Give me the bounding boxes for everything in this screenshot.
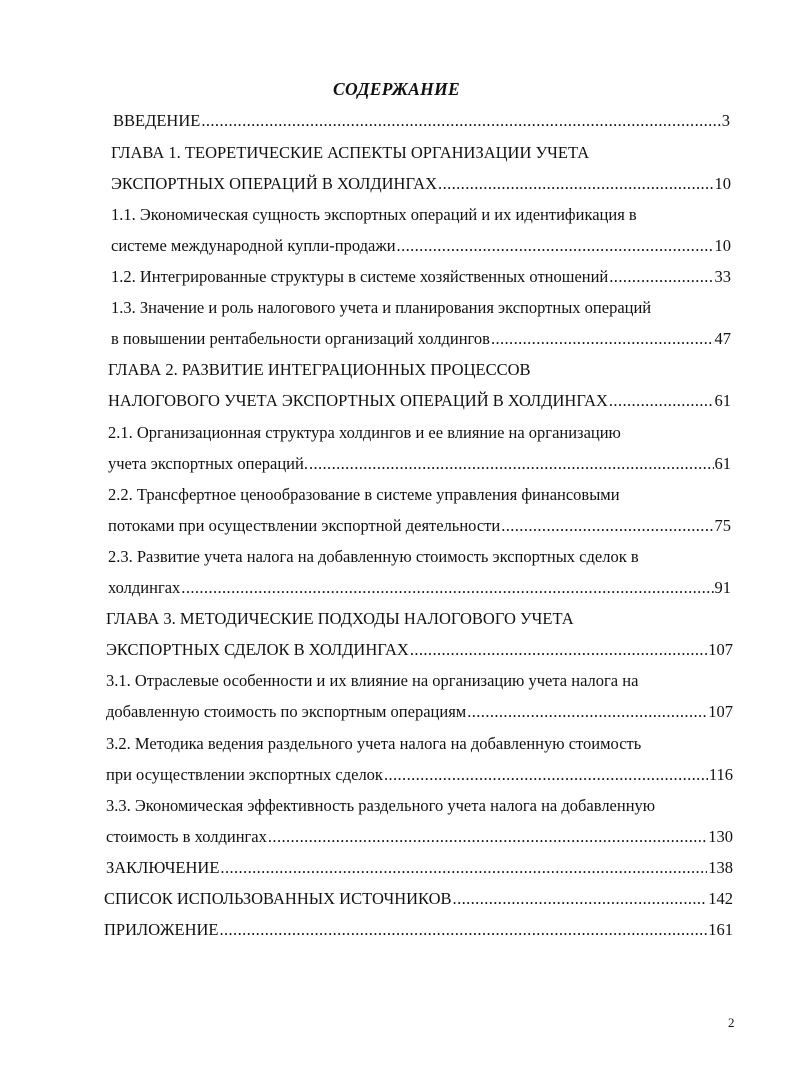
- toc-entry-chapter2-line2: НАЛОГОВОГО УЧЕТА ЭКСПОРТНЫХ ОПЕРАЦИЙ В ХОЛДИНГАХ ..... 61: [108, 391, 731, 411]
- toc-entry-sources: СПИСОК ИСПОЛЬЗОВАННЫХ ИСТОЧНИКОВ ..... 142: [104, 889, 733, 909]
- toc-entry-section-1-2: 1.2. Интегрированные структуры в системе хозяйственных отношений ..... 33: [111, 267, 731, 287]
- toc-entry-introduction: ВВЕДЕНИЕ ..... 3: [113, 111, 730, 131]
- toc-entry-chapter1-line1: ГЛАВА 1. ТЕОРЕТИЧЕСКИЕ АСПЕКТЫ ОРГАНИЗАЦИИ УЧЕТА: [111, 143, 590, 162]
- toc-entry-section-2-3-line2: холдингах ..... 91: [108, 578, 731, 598]
- toc-entry-section-2-3-line1: 2.3. Развитие учета налога на добавленную стоимость экспортных сделок в: [108, 547, 639, 566]
- toc-entry-section-3-1-line2: добавленную стоимость по экспортным операциям ..... 107: [106, 702, 733, 722]
- toc-entry-section-3-2-line2: при осуществлении экспортных сделок ..... 116: [106, 765, 733, 785]
- toc-entry-section-1-1-line2: системе международной купли-продажи ..... 10: [111, 236, 731, 256]
- toc-entry-chapter3-line2: ЭКСПОРТНЫХ СДЕЛОК В ХОЛДИНГАХ ..... 107: [106, 640, 733, 660]
- toc-entry-appendix: ПРИЛОЖЕНИЕ ..... 161: [104, 920, 733, 940]
- toc-entry-section-1-3-line2: в повышении рентабельности организаций холдингов ..... 47: [111, 329, 731, 349]
- toc-entry-section-3-3-line1: 3.3. Экономическая эффективность раздельного учета налога на добавленную: [106, 796, 656, 815]
- toc-entry-chapter2-line1: ГЛАВА 2. РАЗВИТИЕ ИНТЕГРАЦИОННЫХ ПРОЦЕССОВ: [108, 360, 531, 379]
- toc-entry-chapter1-line2: ЭКСПОРТНЫХ ОПЕРАЦИЙ В ХОЛДИНГАХ ..... 10: [111, 174, 731, 194]
- toc-entry-section-2-1-line2: учета экспортных операций. ..... 61: [108, 454, 731, 474]
- toc-entry-section-2-2-line1: 2.2. Трансфертное ценообразование в системе управления финансовыми: [108, 485, 620, 504]
- toc-entry-section-1-3-line1: 1.3. Значение и роль налогового учета и планирования экспортных операций: [111, 298, 652, 317]
- toc-entry-section-2-1-line1: 2.1. Организационная структура холдингов и ее влияние на организацию: [108, 423, 621, 442]
- page-number: 2: [728, 1015, 735, 1030]
- toc-entry-chapter3-line1: ГЛАВА 3. МЕТОДИЧЕСКИЕ ПОДХОДЫ НАЛОГОВОГО УЧЕТА: [106, 609, 574, 628]
- page-title: СОДЕРЖАНИЕ: [333, 79, 460, 99]
- toc-entry-section-3-2-line1: 3.2. Методика ведения раздельного учета налога на добавленную стоимость: [106, 734, 642, 753]
- toc-entry-section-2-2-line2: потоками при осуществлении экспортной деятельности ..... 75: [108, 516, 731, 536]
- toc-entry-section-3-1-line1: 3.1. Отраслевые особенности и их влияние на организацию учета налога на: [106, 671, 639, 690]
- toc-entry-section-3-3-line2: стоимость в холдингах ..... 130: [106, 827, 733, 847]
- toc-entry-section-1-1-line1: 1.1. Экономическая сущность экспортных операций и их идентификация в: [111, 205, 637, 224]
- toc-entry-conclusion: ЗАКЛЮЧЕНИЕ ..... 138: [106, 858, 733, 878]
